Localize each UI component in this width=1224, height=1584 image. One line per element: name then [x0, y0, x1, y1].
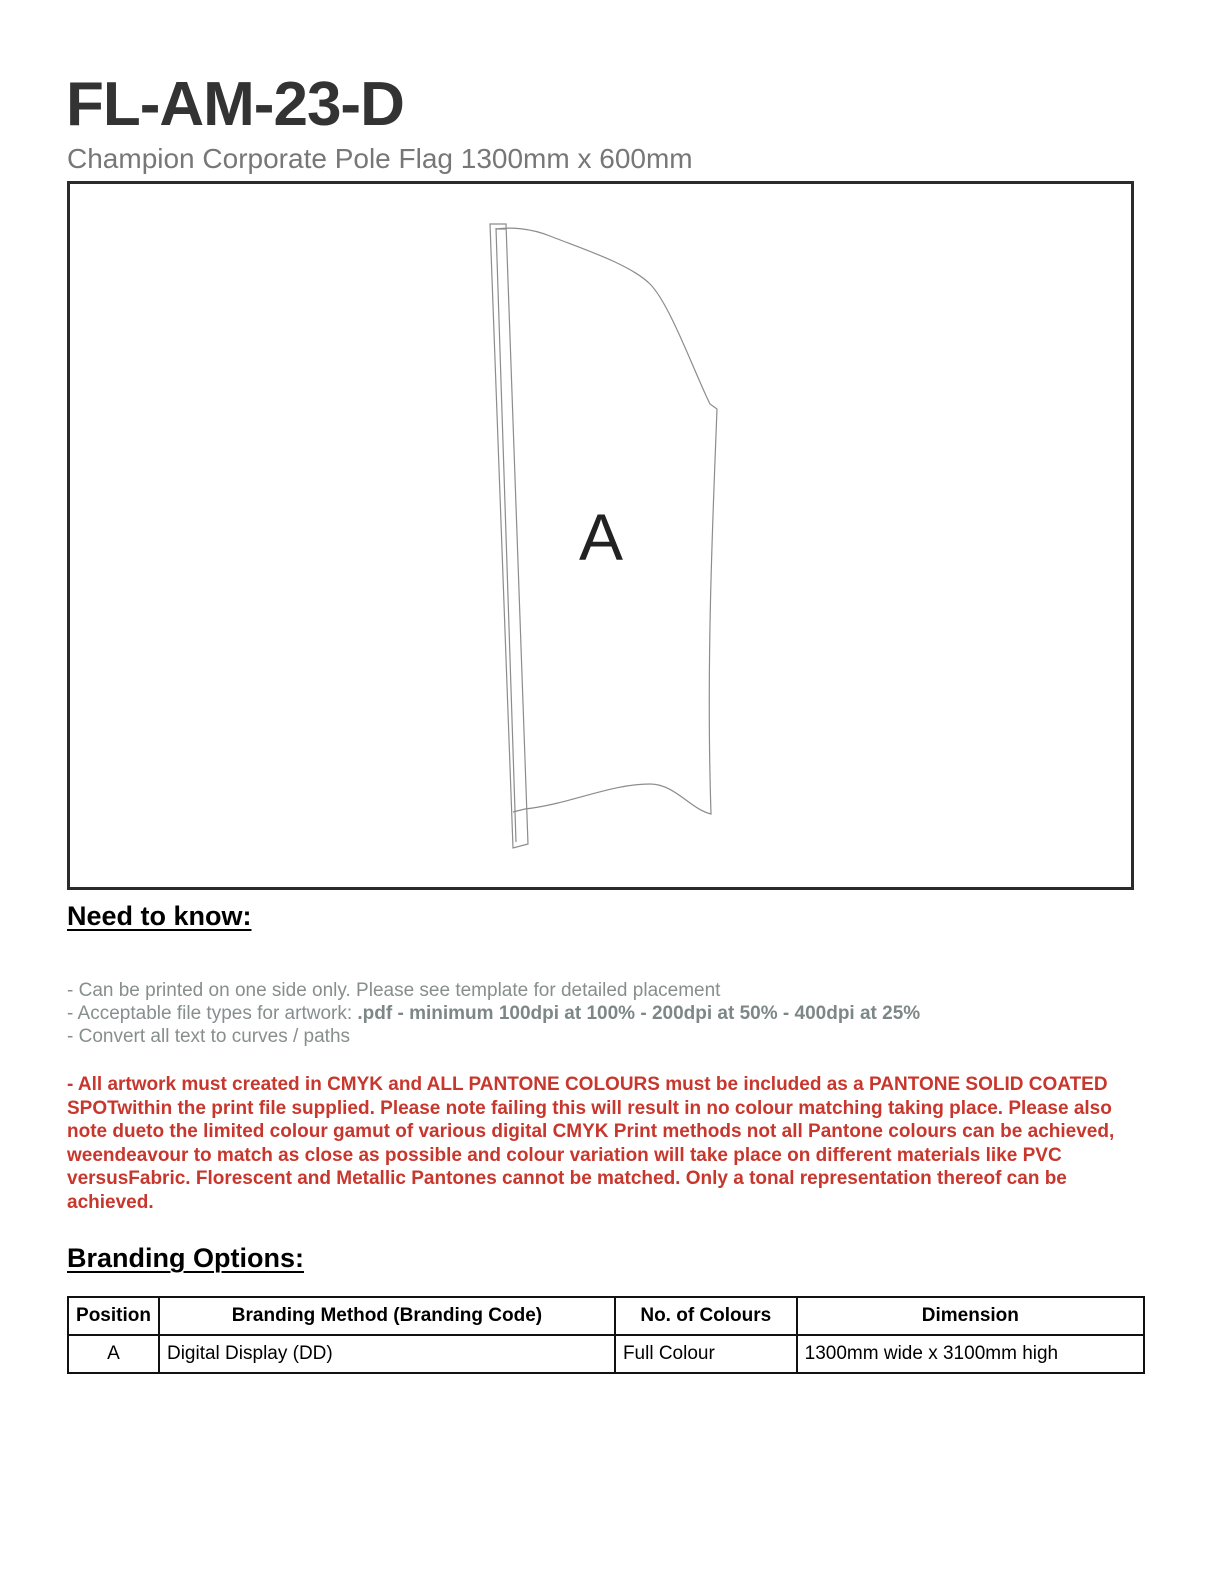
table-header-row [68, 1297, 1144, 1335]
note-item: - Convert all text to curves / paths [67, 1026, 351, 1047]
column-header-method: Branding Method (Branding Code) [159, 1297, 615, 1335]
colour-warning: - All artwork must created in CMYK and ALL PANTONE COLOURS must be included as a PANTONE SOLID COATED SPOTwithin the print file supplied. Please note failing this will result in no colour matching taking place. Please also note dueto the limited colour gamut of various digital CMYK Print methods not all Pantone colours can be achieved, weendeavour to match as close as possible and colour variation will take place on different materials like PVC versusFabric. Florescent and Metallic Pantones cannot be matched. Only a tonal representation thereof can be achieved. [67, 1074, 1115, 1213]
cell-method: Digital Display (DD) [159, 1335, 615, 1373]
need-to-know-heading: Need to know: [67, 901, 252, 931]
table-row [68, 1335, 1144, 1373]
cell-colours: Full Colour [615, 1335, 797, 1373]
file-type-requirements: .pdf - minimum 100dpi at 100% - 200dpi at 50% - 400dpi at 25% [357, 1003, 921, 1024]
branding-options-table [67, 1296, 1145, 1374]
product-code: FL-AM-23-D [66, 70, 404, 139]
print-position-label: A [579, 500, 624, 574]
cell-position: A [68, 1335, 159, 1373]
cell-dimension: 1300mm wide x 3100mm high [797, 1335, 1144, 1373]
branding-options-heading: Branding Options: [67, 1243, 304, 1273]
note-item: - Acceptable file types for artwork: .pdf - minimum 100dpi at 100% - 200dpi at 50% - 400dpi at 25% [67, 1003, 921, 1024]
note-item: - Can be printed on one side only. Please see template for detailed placement [67, 980, 721, 1001]
artwork-template-frame [67, 181, 1134, 890]
product-name: Champion Corporate Pole Flag 1300mm x 600mm [67, 143, 693, 174]
need-to-know-notes [67, 979, 920, 1048]
column-header-position: Position [68, 1297, 159, 1335]
column-header-colours: No. of Colours [615, 1297, 797, 1335]
column-header-dimension: Dimension [797, 1297, 1144, 1335]
